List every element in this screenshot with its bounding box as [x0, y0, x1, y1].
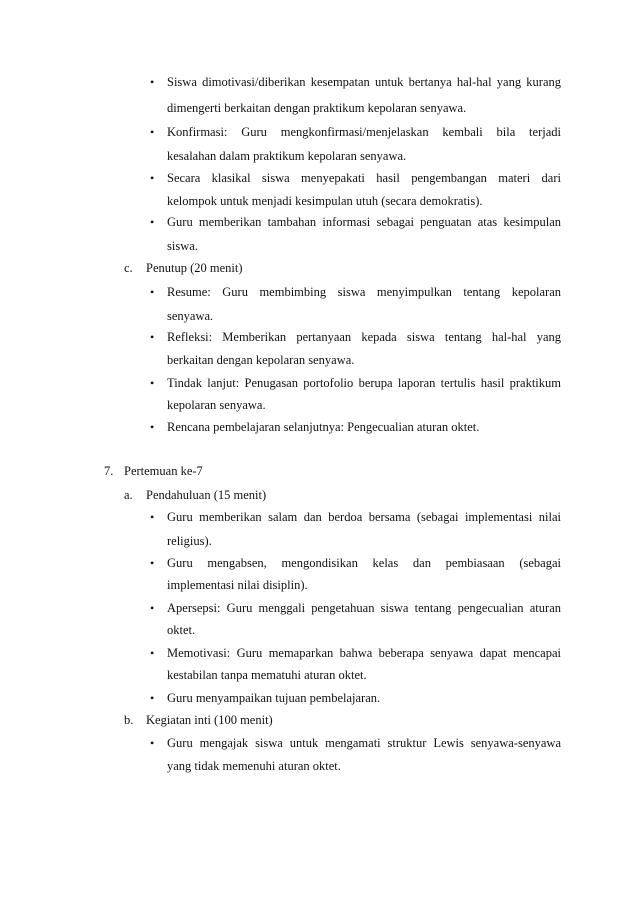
bullet: •	[150, 285, 155, 299]
bullet: •	[150, 125, 155, 139]
list-item-line: Guru mengabsen, mengondisikan kelas dan pembiasaan (sebagai	[167, 556, 561, 570]
sublist-marker: a.	[124, 488, 133, 502]
list-item-line: kesalahan dalam praktikum kepolaran senyawa.	[167, 149, 407, 163]
bullet: •	[150, 171, 155, 185]
list-item-line: yang tidak memenuhi aturan oktet.	[167, 759, 341, 773]
list-item-line: Siswa dimotivasi/diberikan kesempatan untuk bertanya hal-hal yang kurang	[167, 75, 561, 89]
section-heading: Kegiatan inti (100 menit)	[146, 713, 273, 727]
section-heading: Pendahuluan (15 menit)	[146, 488, 267, 502]
list-item-line: Rencana pembelajaran selanjutnya: Pengecualian aturan oktet.	[167, 420, 480, 434]
list-item-line: senyawa.	[167, 309, 214, 323]
list-item-line: religius).	[167, 534, 212, 548]
list-item-line: Guru memberikan salam dan berdoa bersama (sebagai implementasi nilai	[167, 510, 561, 524]
bullet: •	[150, 691, 155, 705]
list-item-line: Guru menyampaikan tujuan pembelajaran.	[167, 691, 381, 705]
bullet: •	[150, 601, 155, 615]
list-item-line: Guru mengajak siswa untuk mengamati struktur Lewis senyawa-senyawa	[167, 736, 561, 750]
list-item-line: Guru memberikan tambahan informasi sebagai penguatan atas kesimpulan	[167, 215, 561, 229]
list-item-line: Memotivasi: Guru memaparkan bahwa beberapa senyawa dapat mencapai	[167, 646, 561, 660]
sublist-marker: b.	[124, 713, 134, 727]
list-item-line: dimengerti berkaitan dengan praktikum kepolaran senyawa.	[167, 101, 467, 115]
sublist-marker: c.	[124, 261, 133, 275]
bullet: •	[150, 75, 155, 89]
list-item-line: Tindak lanjut: Penugasan portofolio berupa laporan tertulis hasil praktikum	[167, 376, 561, 390]
list-item-line: Konfirmasi: Guru mengkonfirmasi/menjelaskan kembali bila terjadi	[167, 125, 561, 139]
bullet: •	[150, 376, 155, 390]
section-heading: Penutup (20 menit)	[146, 261, 243, 275]
list-item-line: Secara klasikal siswa menyepakati hasil pengembangan materi dari	[167, 171, 561, 185]
bullet: •	[150, 556, 155, 570]
bullet: •	[150, 215, 155, 229]
bullet: •	[150, 646, 155, 660]
meeting-heading: Pertemuan ke-7	[124, 464, 203, 478]
list-item-line: berkaitan dengan kepolaran senyawa.	[167, 353, 355, 367]
list-number: 7.	[104, 464, 114, 478]
list-item-line: Refleksi: Memberikan pertanyaan kepada siswa tentang hal-hal yang	[167, 330, 561, 344]
list-item-line: implementasi nilai disiplin).	[167, 578, 308, 592]
list-item-line: Resume: Guru membimbing siswa menyimpulkan tentang kepolaran	[167, 285, 561, 299]
list-item-line: Apersepsi: Guru menggali pengetahuan siswa tentang pengecualian aturan	[167, 601, 561, 615]
bullet: •	[150, 420, 155, 434]
bullet: •	[150, 330, 155, 344]
bullet: •	[150, 510, 155, 524]
bullet: •	[150, 736, 155, 750]
list-item-line: kepolaran senyawa.	[167, 398, 266, 412]
list-item-line: oktet.	[167, 623, 196, 637]
list-item-line: kestabilan tanpa mematuhi aturan oktet.	[167, 668, 367, 682]
list-item-line: siswa.	[167, 239, 198, 253]
list-item-line: kelompok untuk menjadi kesimpulan utuh (secara demokratis).	[167, 194, 483, 208]
